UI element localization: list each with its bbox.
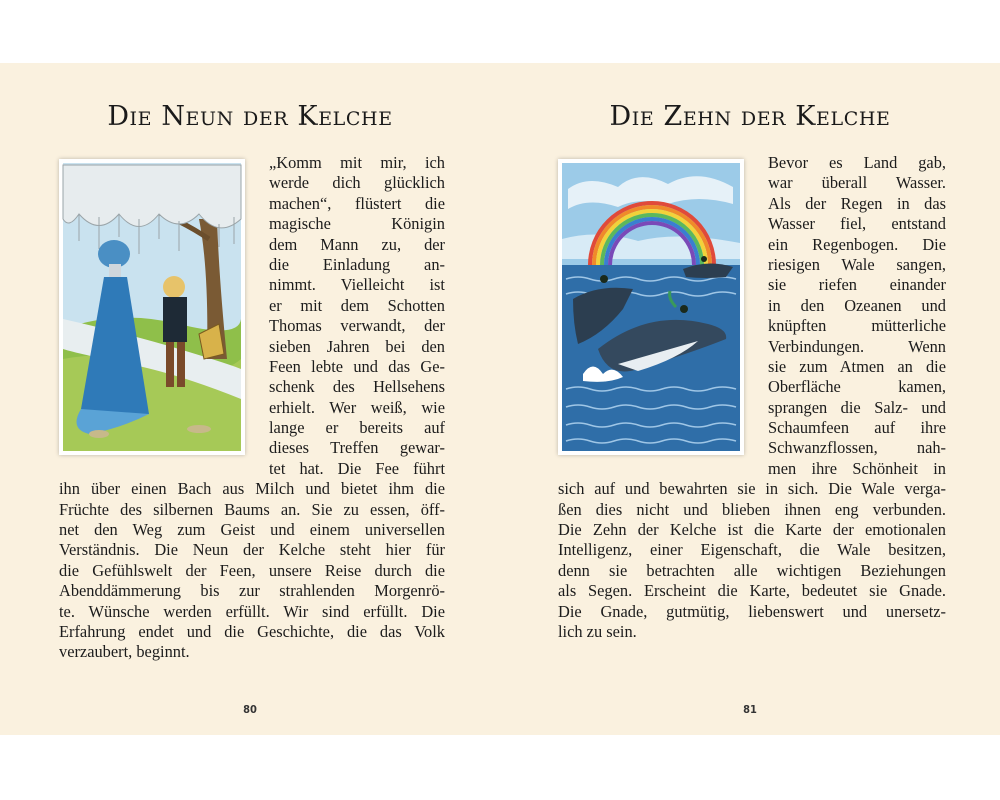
body-line: machen“, flüstert die	[269, 193, 445, 213]
body-line: men ihre Schönheit in	[768, 458, 946, 478]
body-line: lange er bereits auf	[269, 418, 445, 438]
body-line: erhielt. Wer weiß, wie	[269, 397, 445, 417]
body-line: sie zum Atmen an die	[768, 356, 946, 376]
body-line: ßen dies nicht und blieben ihnen eng verbunden.	[558, 499, 946, 519]
body-line: in den Ozeanen und	[768, 295, 946, 315]
body-line: Die Gnade, gutmütig, liebenswert und unersetz-	[558, 601, 946, 621]
body-line: Die Zehn der Kelche ist die Karte der emotionalen	[558, 520, 946, 540]
body-line: dem Mann zu, der	[269, 234, 445, 254]
body-line: Oberfläche kamen,	[768, 377, 946, 397]
left-page-body-text	[59, 153, 445, 663]
body-line: lich zu sein.	[558, 621, 637, 641]
body-line: er mit dem Schotten	[269, 295, 445, 315]
body-line: schenk des Hellsehens	[269, 377, 445, 397]
body-line: Feen lebte und das Ge-	[269, 356, 445, 376]
body-line: „Komm mit mir, ich	[269, 153, 445, 172]
body-line: werde dich glücklich	[269, 173, 445, 193]
body-line: Wasser fiel, entstand	[768, 214, 946, 234]
left-page-title: Die Neun der Kelche	[107, 101, 393, 132]
body-line: als Segen. Erscheint die Karte, bedeutet sie Gnade.	[558, 581, 946, 601]
body-line: sich auf und bewahrten sie in sich. Die Wale verga-	[558, 479, 946, 499]
body-line: Abenddämmerung bis zur strahlenden Morgenrö-	[59, 581, 445, 601]
body-line: Erfahrung endet und die Geschichte, die das Volk	[59, 621, 445, 641]
body-line: denn sie betrachten alle wichtigen Beziehungen	[558, 560, 946, 580]
body-line: Schaumfeen auf ihre	[768, 418, 946, 438]
body-line: sie riefen einander	[768, 275, 946, 295]
body-line: tet hat. Die Fee führt	[269, 458, 445, 478]
body-line: die Gefühlswelt der Feen, unsere Reise durch die	[59, 560, 445, 580]
body-line: sprangen die Salz- und	[768, 397, 946, 417]
body-line: Als der Regen in das	[768, 193, 946, 213]
body-line: ihn über einen Bach aus Milch und bietet ihm die	[59, 479, 445, 499]
body-line: nimmt. Vielleicht ist	[269, 275, 445, 295]
body-line: knüpften mütterliche	[768, 316, 946, 336]
body-line: magische Königin	[269, 214, 445, 234]
body-line: Verbindungen. Wenn	[768, 336, 946, 356]
body-line: Schwanzflossen, nah-	[768, 438, 946, 458]
body-line: Verständnis. Die Neun der Kelche steht hier für	[59, 540, 445, 560]
right-page-number: 81	[743, 703, 757, 716]
body-line: riesigen Wale sangen,	[768, 254, 946, 274]
body-line: Früchte des silbernen Baums an. Sie zu essen, öff-	[59, 499, 445, 519]
body-line: Bevor es Land gab,	[768, 153, 946, 172]
body-line: sieben Jahren bei den	[269, 336, 445, 356]
body-line: war überall Wasser.	[768, 173, 946, 193]
body-line: Thomas verwandt, der	[269, 316, 445, 336]
book-spread	[0, 63, 1000, 735]
body-line: verzaubert, beginnt.	[59, 642, 190, 662]
right-page-body-text	[558, 153, 946, 642]
body-line: dieses Treffen gewar-	[269, 438, 445, 458]
body-line: net den Weg zum Geist und einem universellen	[59, 520, 445, 540]
left-page-number: 80	[243, 703, 257, 716]
body-line: die Einladung an-	[269, 254, 445, 274]
right-page-title: Die Zehn der Kelche	[609, 101, 891, 132]
body-line: Intelligenz, einer Eigenschaft, die Wale besitzen,	[558, 540, 946, 560]
left-page	[0, 63, 500, 735]
body-line: te. Wünsche werden erfüllt. Wir sind erfüllt. Die	[59, 601, 445, 621]
body-line: ein Regenbogen. Die	[768, 234, 946, 254]
right-page	[500, 63, 1000, 735]
